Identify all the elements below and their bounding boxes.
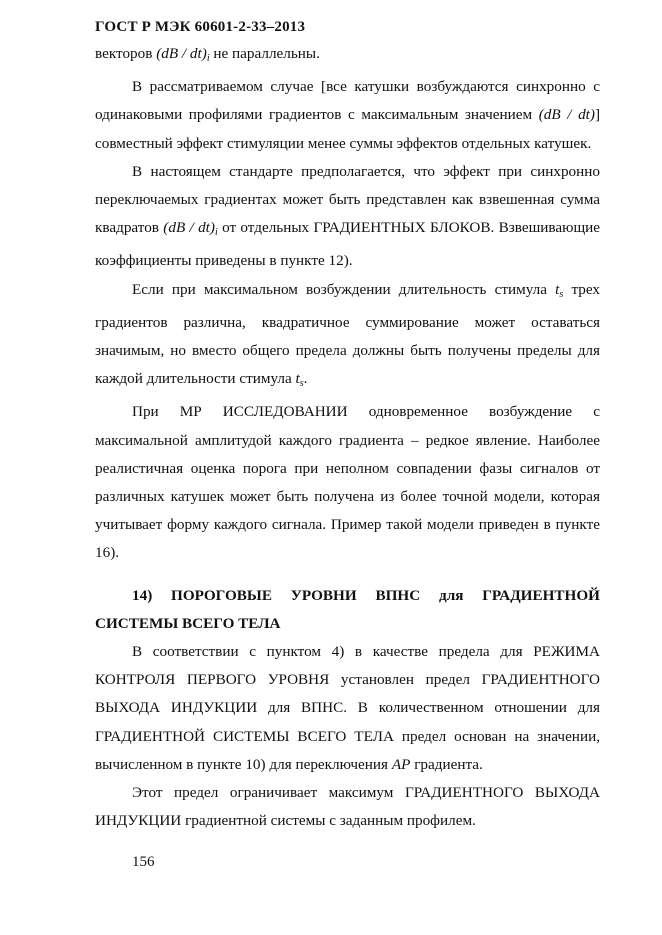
paragraph (95, 276, 600, 399)
paragraph (95, 73, 600, 158)
paragraph: Этот предел ограничивает максимум ГРАДИЕНТНОГО ВЫХОДА ИНДУКЦИИ градиентной системы с заданным профилем. (95, 784, 600, 830)
formula-dbdt: (dB / dt) (538, 106, 595, 124)
text-run: . (303, 370, 308, 388)
text-run: векторов (95, 45, 153, 62)
text-run: от отдельных ГРАДИЕНТНЫХ БЛОКОВ. Взвешивающие коэффициенты приведены в пункте 12). (95, 219, 601, 270)
formula-subscript: s (559, 288, 564, 300)
text-run: градиента. (414, 755, 483, 773)
formula-subscript: s (299, 378, 304, 390)
formula-text: t (555, 280, 560, 298)
formula-text: t (295, 370, 300, 388)
formula-dbdt (163, 219, 218, 239)
formula-subscript: i (206, 53, 210, 64)
text-run: не параллельны. (213, 45, 320, 62)
text-run: В настоящем стандарте предполагается, что эффект при синхронно переключаемых градиентах может быть представлен как взвешенная сумма квадратов (95, 162, 600, 237)
text-run: трех градиентов различна, квадратичное суммирование может оставаться значимым, но вместо общего предела должны быть получены пределы для каждой длительности стимула (95, 280, 601, 388)
paragraph (95, 638, 600, 779)
text-run: ] совместный эффект стимуляции менее суммы эффектов отдельных катушек. (95, 106, 601, 152)
text-run: В соответствии с пунктом 4) в качестве предела для РЕЖИМА КОНТРОЛЯ ПЕРВОГО УРОВНЯ установлен предел ГРАДИЕНТНОГО ВЫХОДА ИНДУКЦИИ для ВПНС. В количественном отношении для ГРАДИЕНТНОЙ СИСТЕМЫ ВСЕГО ТЕЛА предел основан на значении, вычисленном в пункте 10) для переключения (95, 643, 600, 773)
formula-dbdt (156, 45, 209, 62)
formula-ts (555, 281, 563, 298)
formula-text: (dB / dt) (156, 45, 207, 62)
formula-subscript: i (214, 227, 218, 239)
text-run: Если при максимальном возбуждении длительность стимула (132, 280, 547, 298)
paragraph: При МР ИССЛЕДОВАНИИ одновременное возбуждение с максимальной амплитудой каждого градиента – редкое явление. Наиболее реалистичная оценка порога при неполном совпадении фазы сигналов от различных катушек может быть получена из более точной модели, которая учитывает форму каждого сигнала. Пример такой модели приведен в пункте 16). (95, 403, 600, 562)
page-number: 156 (132, 854, 155, 870)
paragraph-continuation (95, 40, 600, 73)
section-heading: 14) ПОРОГОВЫЕ УРОВНИ ВПНС для ГРАДИЕНТНОЙ СИСТЕМЫ ВСЕГО ТЕЛА (95, 586, 600, 632)
document-body (95, 40, 600, 835)
paragraph (95, 158, 600, 276)
formula-ts (295, 370, 304, 390)
document-header: ГОСТ Р МЭК 60601-2-33–2013 (95, 19, 306, 35)
formula-ap: АР (391, 755, 411, 773)
formula-text: (dB / dt) (163, 219, 215, 237)
text-run: В рассматриваемом случае [все катушки возбуждаются синхронно с одинаковыми профилями градиентов с максимальным значением (95, 78, 600, 124)
